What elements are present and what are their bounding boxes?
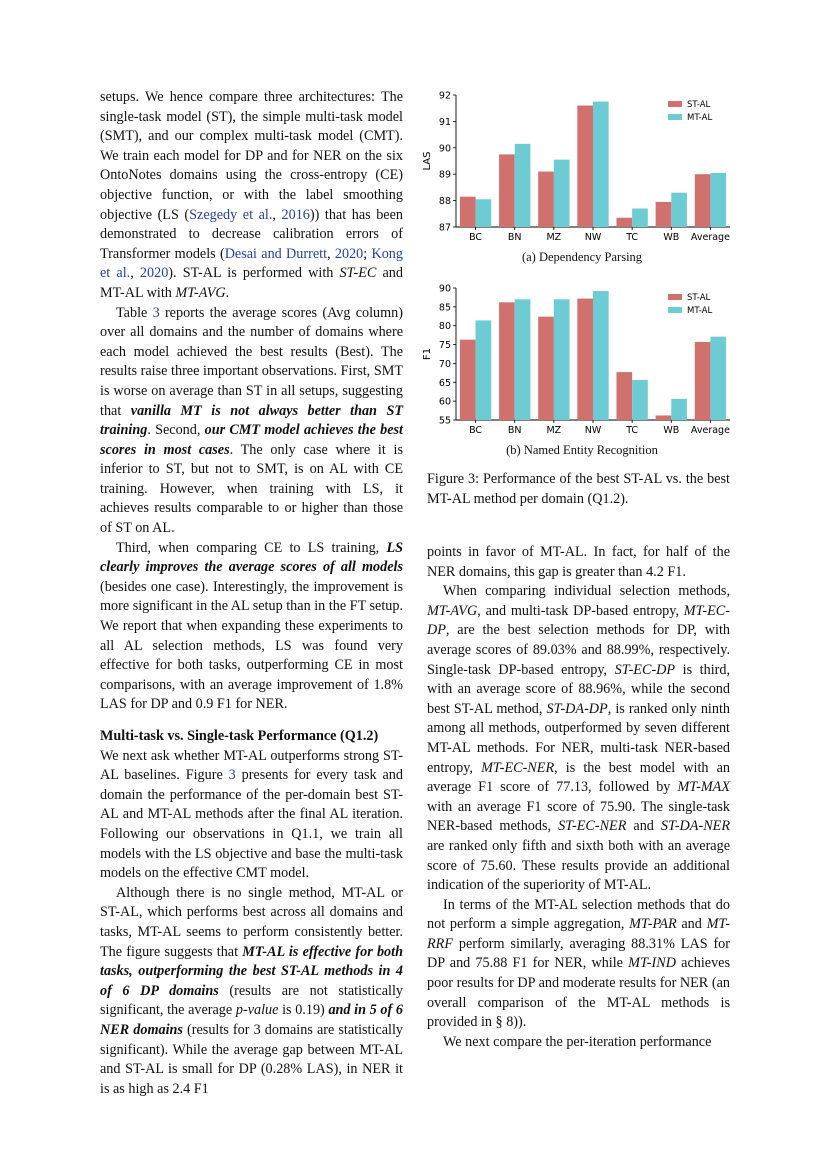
chart-ner bbox=[422, 280, 742, 440]
legend-label: MT-AL bbox=[687, 113, 713, 123]
bar-st-al-bn bbox=[499, 302, 515, 420]
y-axis-label: LAS bbox=[422, 151, 433, 171]
bar-st-al-nw bbox=[577, 106, 593, 227]
legend-swatch bbox=[668, 294, 682, 300]
right-column bbox=[427, 543, 730, 1052]
x-tick-label: BC bbox=[469, 425, 483, 436]
table-ref[interactable]: 3 bbox=[152, 304, 160, 321]
x-tick-label: TC bbox=[626, 232, 639, 243]
citation-szegedy[interactable]: Szegedy et al. bbox=[189, 206, 273, 223]
citation-year[interactable]: 2020 bbox=[334, 245, 364, 262]
legend-swatch bbox=[668, 307, 682, 313]
bar-st-al-average bbox=[695, 174, 711, 227]
paragraph-individual-methods: When comparing individual selection methods, MT-AVG, and multi-task DP-based entropy, MT-EC-DP, are the best selection methods for DP, with average scores of 89.03% and 88.99%, respectively. Single-task DP-based entropy, ST-EC-DP is third, with an average score of 88.96%, while the second best ST-AL method, ST-DA-DP, is ranked only ninth among all methods, outperformed by seven different MT-AL methods. For NER, multi-task NER-based entropy, MT-EC-NER, is the best model with an average F1 score of 77.13, followed by MT-MAX with an average F1 score of 75.90. The single-task NER-based methods, ST-EC-NER and ST-DA-NER are ranked only fifth and sixth both with an average score of 75.60. These results provide an additional indication of the superiority of MT-AL. bbox=[427, 583, 731, 894]
x-tick-label: NW bbox=[584, 232, 602, 243]
y-tick-label: 85 bbox=[438, 302, 451, 314]
y-tick-label: 60 bbox=[438, 396, 451, 408]
figure-ref[interactable]: 3 bbox=[228, 767, 236, 784]
subcaption-a: (a) Dependency Parsing bbox=[521, 250, 643, 264]
x-tick-label: WB bbox=[663, 232, 680, 243]
bar-st-al-mz bbox=[538, 172, 554, 227]
bar-mt-al-tc bbox=[632, 209, 648, 227]
bar-mt-al-bc bbox=[476, 320, 492, 420]
x-tick-label: Average bbox=[690, 425, 730, 436]
x-tick-label: BN bbox=[507, 232, 522, 243]
left-column bbox=[100, 88, 403, 1099]
x-tick-label: WB bbox=[663, 425, 680, 436]
bar-st-al-tc bbox=[616, 372, 632, 420]
paragraph-mt-al-methods: In terms of the MT-AL selection methods that do not perform a simple aggregation, MT-PAR and MT-RRF perform similarly, averaging 88.31% LAS for DP and 75.88 F1 for NER, while MT-IND achieves poor results for DP and moderate results for NER (an overall comparison of the MT-AL methods is provided in § 8)). bbox=[427, 896, 730, 1031]
bar-mt-al-nw bbox=[593, 102, 609, 227]
bar-mt-al-wb bbox=[671, 193, 687, 227]
bar-mt-al-mz bbox=[554, 299, 570, 420]
bar-st-al-wb bbox=[656, 415, 672, 420]
bar-mt-al-nw bbox=[593, 291, 609, 420]
y-tick-label: 80 bbox=[438, 321, 451, 333]
bar-mt-al-bn bbox=[515, 299, 531, 420]
paragraph-per-iteration: We next compare the per-iteration performance bbox=[443, 1033, 712, 1050]
x-tick-label: MZ bbox=[546, 232, 562, 243]
y-tick-label: 55 bbox=[438, 415, 451, 427]
paragraph-mt-vs-st: We next ask whether MT-AL outperforms strong ST-AL baselines. Figure 3 presents for every task and domain the performance of the per-domain best ST-AL and MT-AL methods after the final AL iteration. Following our observations in Q1.1, we train all models with the LS objective and base the multi-task models on the effective CMT model. bbox=[100, 747, 403, 882]
paragraph-architectures: setups. We hence compare three architectures: The single-task model (ST), the simple multi-task model (SMT), and our complex multi-task model (CMT). We train each model for DP and for NER on the six OntoNotes domains using the cross-entropy (CE) objective function, or with the label smoothing objective (LS (Szegedy et al., 2016)) that has been demonstrated to decrease calibration errors of Transformer models (Desai and Durrett, 2020; Kong et al., 2020). ST-AL is performed with ST-EC and MT-AL with MT-AVG. bbox=[100, 89, 403, 301]
legend-swatch bbox=[668, 101, 682, 107]
paragraph-gap-ner: points in favor of MT-AL. In fact, for half of the NER domains, this gap is greater than 4.2 F1. bbox=[427, 544, 730, 580]
bar-st-al-bn bbox=[499, 154, 515, 227]
paragraph-ce-vs-ls: Third, when comparing CE to LS training, LS clearly improves the average scores of all models (besides one case). Interestingly, the improvement is more significant in the AL setup than in the FT setup. We report that when expanding these experiments to all AL selection methods, LS was found very effective for both tasks, outperforming CE in most comparisons, with an average improvement of 1.8% LAS for DP and 0.9 F1 for NER. bbox=[100, 539, 404, 713]
y-tick-label: 65 bbox=[438, 377, 451, 389]
y-tick-label: 89 bbox=[438, 169, 451, 181]
bar-st-al-average bbox=[695, 342, 711, 420]
bar-st-al-tc bbox=[616, 218, 632, 227]
bar-st-al-bc bbox=[460, 197, 476, 227]
y-tick-label: 88 bbox=[438, 196, 451, 208]
bar-st-al-mz bbox=[538, 317, 554, 420]
y-tick-label: 87 bbox=[438, 222, 451, 234]
x-tick-label: NW bbox=[584, 425, 602, 436]
bar-mt-al-bn bbox=[515, 144, 531, 227]
subcaption-b: (b) Named Entity Recognition bbox=[506, 443, 658, 457]
y-tick-label: 75 bbox=[438, 340, 451, 352]
chart-b-svg bbox=[422, 280, 742, 440]
citation-kong[interactable]: Kong et al. bbox=[100, 245, 403, 282]
legend-label: MT-AL bbox=[687, 306, 713, 316]
x-tick-label: Average bbox=[690, 232, 730, 243]
bar-mt-al-tc bbox=[632, 380, 648, 420]
x-tick-label: MZ bbox=[546, 425, 562, 436]
citation-year[interactable]: 2016 bbox=[281, 206, 310, 223]
chart-dependency-parsing bbox=[422, 85, 742, 255]
bar-mt-al-wb bbox=[671, 399, 687, 420]
legend-swatch bbox=[668, 114, 682, 120]
paragraph-no-single-method: Although there is no single method, MT-AL or ST-AL, which performs best across all domains and tasks, MT-AL seems to perform consistently better. The figure suggests that MT-AL is effective for both tasks, outperforming the best ST-AL methods in 4 of 6 DP domains (results are not statistically significant, the average p-value is 0.19) and in 5 of 6 NER domains (results for 3 domains are statistically significant). While the average gap between MT-AL and ST-AL is small for DP (0.28% LAS), in NER it is as high as 2.4 F1 bbox=[100, 884, 404, 1097]
bar-st-al-wb bbox=[656, 202, 672, 227]
x-tick-label: TC bbox=[626, 425, 639, 436]
bar-st-al-bc bbox=[460, 340, 476, 420]
chart-a-svg bbox=[422, 85, 742, 255]
y-tick-label: 90 bbox=[438, 143, 451, 155]
y-axis-label: F1 bbox=[422, 347, 433, 361]
paragraph-table3: Table 3 reports the average scores (Avg column) over all domains and the number of domains where each model achieved the best results (Best). The results raise three important observations. First, SMT is worse on average than ST in all setups, suggesting that vanilla MT is not always better than ST training. Second, our CMT model achieves the best scores in most cases. The only case where it is inferior to ST, but not to SMT, is on AL with CE training. However, when training with LS, it achieves results comparable to or higher than those of ST on AL. bbox=[100, 304, 404, 537]
x-tick-label: BN bbox=[507, 425, 522, 436]
bar-mt-al-average bbox=[710, 337, 726, 420]
legend-label: ST-AL bbox=[687, 100, 711, 110]
y-tick-label: 92 bbox=[438, 90, 451, 102]
x-tick-label: BC bbox=[469, 232, 483, 243]
y-tick-label: 90 bbox=[438, 283, 451, 295]
figure-caption: Figure 3: Performance of the best ST-AL vs. the best MT-AL method per domain (Q1.2). bbox=[427, 471, 730, 507]
y-tick-label: 91 bbox=[438, 116, 451, 128]
bar-mt-al-average bbox=[710, 173, 726, 227]
legend-label: ST-AL bbox=[687, 293, 711, 303]
bar-st-al-nw bbox=[577, 299, 593, 420]
citation-year[interactable]: 2020 bbox=[139, 265, 169, 282]
bar-mt-al-bc bbox=[476, 199, 492, 227]
y-tick-label: 70 bbox=[438, 358, 451, 370]
section-heading-q1-2: Multi-task vs. Single-task Performance (Q1.2) bbox=[100, 728, 379, 744]
bar-mt-al-mz bbox=[554, 160, 570, 227]
citation-desai[interactable]: Desai and Durrett bbox=[224, 245, 328, 262]
